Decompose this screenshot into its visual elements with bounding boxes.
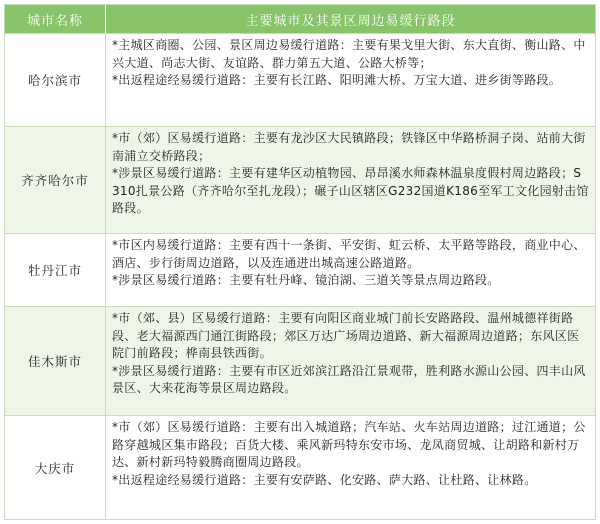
city-name: 牡丹江市 (5, 234, 106, 306)
city-name: 哈尔滨市 (5, 34, 106, 126)
road-cell (106, 416, 595, 519)
road-paragraph: *出返程途经易缓行道路：主要有安萨路、化安路、萨大路、让杜路、让林路。 (112, 472, 537, 487)
road-cell (106, 127, 595, 233)
header-roads: 主要城市及其景区周边易缓行路段 (245, 13, 456, 29)
road-paragraph: *主城区商圈、公园、景区周边易缓行道路：主要有果戈里大街、东大直街、衡山路、中兴大道、尚志大街、友谊路、群力第五大道、公路大桥等； (112, 38, 586, 70)
traffic-table (4, 4, 596, 520)
header-city: 城市名称 (5, 5, 106, 33)
road-paragraph: *市区内易缓行道路：主要有西十一条街、平安街、虹云桥、太平路等路段，商业中心、酒店、步行街周边道路，以及连通进出城高速公路道路。 (112, 238, 586, 270)
road-paragraph: *市（郊、县）区易缓行道路：主要有向阳区商业城门前长安路路段、温州城德祥街路段、老大福源西门通江街路段；郊区万达广场周边道路、新大福源周边道路；东风区医院门前路段；桦南县铁西街。 (112, 311, 580, 360)
road-cell (106, 34, 595, 126)
city-name: 佳木斯市 (5, 307, 106, 415)
road-paragraph: *涉景区易缓行道路：主要有建华区动植物园、昂昂溪水师森林温泉度假村周边路段；S310扎景公路（齐齐哈尔至扎龙段）；碾子山区辖区G232国道K186至军工文化园射击馆路段。 (112, 166, 589, 215)
table-row (5, 126, 595, 233)
table-row (5, 306, 595, 415)
road-paragraph: *出返程途经易缓行道路：主要有长江路、阳明滩大桥、万宝大道、进乡街等路段。 (112, 73, 562, 87)
table-header (5, 5, 595, 33)
table-row (5, 233, 595, 306)
city-name: 齐齐哈尔市 (5, 127, 106, 233)
road-cell (106, 307, 595, 415)
road-paragraph: *市（郊）区易缓行道路：主要有出入城道路；汽车站、火车站周边道路；过江通道；公路穿越城区集市路段；百货大楼、乘风新玛特东安市场、龙凤商贸城、让胡路和新村万达、新村新玛特毅腾商圈周边路段。 (112, 420, 586, 469)
table-row (5, 415, 595, 519)
road-cell (106, 234, 595, 306)
table-row (5, 33, 595, 126)
road-paragraph: *市（郊）区易缓行道路：主要有龙沙区大民镇路段；铁锋区中华路桥洞子岗、站前大街南浦立交桥路段； (112, 131, 586, 163)
road-paragraph: *涉景区易缓行道路：主要有市区近郊滨江路沿江景观带，胜利路水源山公园、四丰山风景区、大来花海等景区周边路段。 (112, 363, 586, 395)
city-name: 大庆市 (5, 416, 106, 519)
road-paragraph: *涉景区易缓行道路：主要有牡丹峰、镜泊湖、三道关等景点周边路段。 (112, 273, 500, 287)
